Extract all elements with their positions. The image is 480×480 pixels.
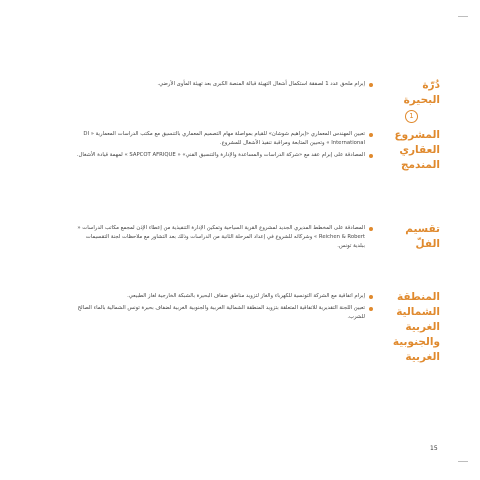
bullet-item: تعيين المهندس المعماري «إبراهيم شوشان» للقيام بمواصلة مهام التصميم المعماري بالتنسيق مع مكتب الدراسات المعمارية « DI International » وتحيين المتابعة ومراقبة تنفيذ الأشغال للمشروع. xyxy=(73,130,373,148)
section-heading xyxy=(388,78,440,123)
section-body xyxy=(73,80,373,92)
bullet-item: تعيين اللجنة التقديرية للاتفاقية المتعلقة بتزويد المنطقة الشمالية الغربية والجنوبية الغربية لضفاف بحيرة تونس الشمالية بالماء الصالح للشرب. xyxy=(73,304,373,322)
number-badge: 1 xyxy=(405,110,418,123)
section-heading: المنطقة الشمالية الغربية والجنوبية الغربية xyxy=(392,291,440,363)
bullet-item: إبرام ملحق عدد 1 لصفقة استكمال أشغال التهيئة قبالة المنصة الكبرى بعد تهيئة المأوى الأرضي. xyxy=(73,80,373,89)
bottom-rule xyxy=(458,461,468,462)
page-number: 15 xyxy=(430,445,438,452)
section-heading: تقسيم الفلّ xyxy=(405,223,440,250)
bullet-item: المصادقة على إبرام عقد مع «شركة الدراسات والمساعدة والإدارة والتنسيق الفني» « SAPCOT AFRIQUE » لمهمة قيادة الأشغال. xyxy=(73,151,373,160)
bullet-item: إبرام اتفاقية مع الشركة التونسية للكهرباء والغاز لتزويد مناطق ضفاف البحيرة بالشبكة الخارجية لغاز الطبيعي. xyxy=(73,292,373,301)
bullet-item: المصادقة على المخطط المديري الجديد لمشروع القرية السياحية وتمكين الإدارة التنفيذية من إعطاء الإذن لمجمع مكاتب الدراسات « Reichen & Robert » وشركائه للشروع في إعداد المرحلة الثانية من الدراسات وذلك بعد التشاور مع ملاحظات لجنة التقسيمات ببلدية تونس. xyxy=(73,224,373,251)
heading-text: دُرّة البحيرة xyxy=(403,79,440,106)
section-body xyxy=(73,130,373,163)
top-rule xyxy=(458,16,468,17)
section-body xyxy=(73,224,373,254)
section-heading: المشروع العقاري المندمج xyxy=(394,129,440,171)
section-body xyxy=(73,292,373,325)
